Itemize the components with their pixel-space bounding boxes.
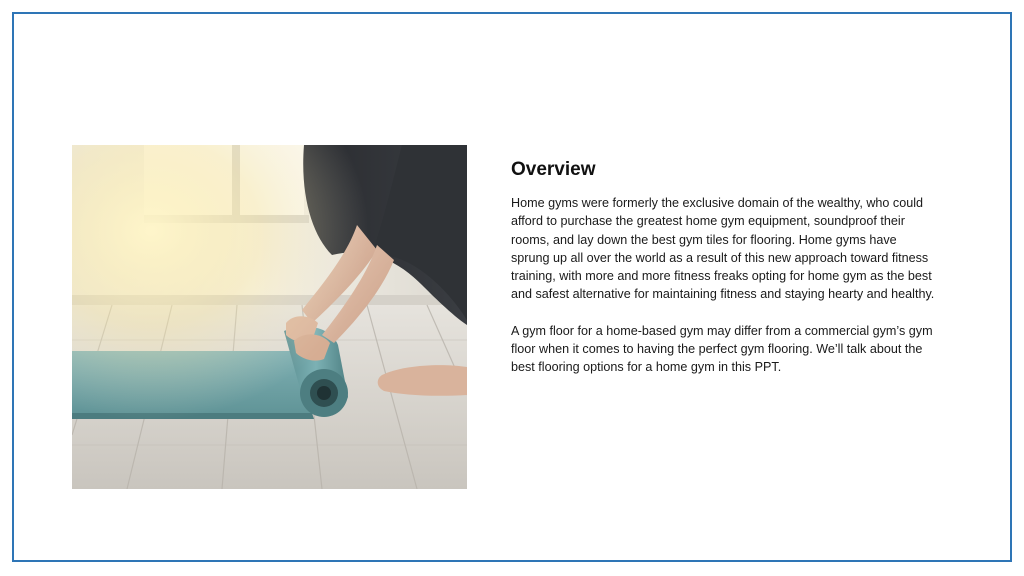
overview-paragraph-1: Home gyms were formerly the exclusive domain of the wealthy, who could afford to purchase the greatest home gym equipment, soundproof their rooms, and lay down the best gym tiles for flooring. Home gyms have sprung up all over the world as a result of this new approach toward fitness training, with more and more fitness freaks opting for home gym as the best and safest alternative for maintaining fitness and staying hearty and healthy. — [511, 196, 935, 302]
overview-paragraph-2: A gym floor for a home-based gym may differ from a commercial gym’s gym floor when it comes to having the perfect gym flooring. We’ll talk about the best flooring options for a home gym in this PPT. — [511, 323, 933, 375]
slide-heading: Overview — [511, 159, 596, 180]
overview-text-block — [511, 158, 936, 377]
yoga-mat-photo — [72, 145, 467, 489]
